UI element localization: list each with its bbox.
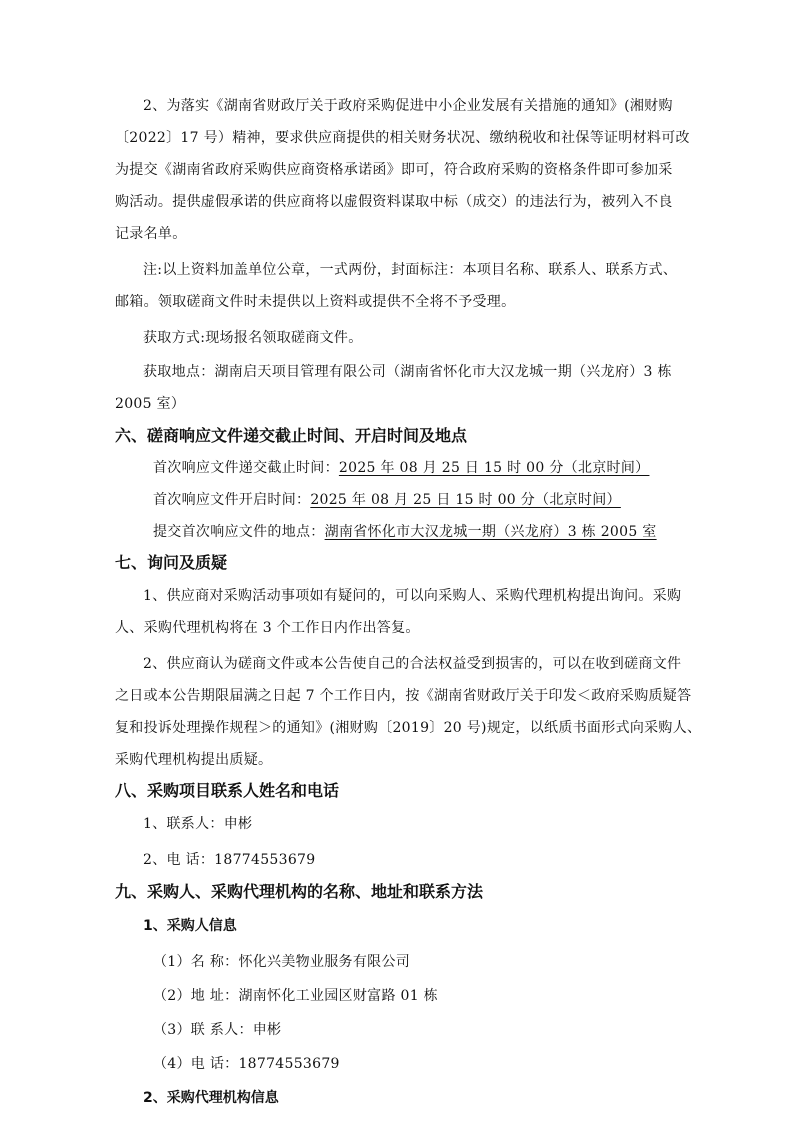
acquisition-location: 2005 室） bbox=[115, 396, 186, 412]
agency-info-heading: 2、采购代理机构信息 bbox=[143, 1090, 279, 1106]
section-heading-7: 七、询问及质疑 bbox=[115, 553, 228, 572]
inquiry-line: 1、供应商对采购活动事项如有疑问的，可以向采购人、采购代理机构提出询问。采购 bbox=[143, 588, 682, 604]
inquiry-line: 人、采购代理机构将在 3 个工作日内作出答复。 bbox=[115, 620, 420, 636]
challenge-line: 复和投诉处理操作规程＞的通知》(湘财购〔2019〕20 号)规定，以纸质书面形式向采购人、 bbox=[115, 720, 702, 736]
section-heading-8: 八、采购项目联系人姓名和电话 bbox=[115, 781, 340, 800]
opening-line bbox=[153, 490, 621, 510]
section-heading-9: 九、采购人、采购代理机构的名称、地址和联系方法 bbox=[115, 882, 484, 901]
challenge-line: 2、供应商认为磋商文件或本公告使自己的合法权益受到损害的，可以在收到磋商文件 bbox=[143, 656, 682, 672]
place-line bbox=[153, 522, 657, 542]
acquisition-location: 获取地点：湖南启天项目管理有限公司（湖南省怀化市大汉龙城一期（兴龙府）3 栋 bbox=[143, 364, 672, 380]
deadline-label: 首次响应文件递交截止时间： bbox=[153, 460, 339, 476]
acquisition-method: 获取方式:现场报名领取磋商文件。 bbox=[143, 330, 363, 346]
challenge-line: 之日或本公告期限届满之日起 7 个工作日内，按《湖南省财政厅关于印发＜政府采购质疑答 bbox=[115, 688, 692, 704]
place-value: 湖南省怀化市大汉龙城一期（兴龙府）3 栋 2005 室 bbox=[324, 524, 657, 540]
contact-phone: 2、电 话：18774553679 bbox=[143, 852, 316, 868]
section-heading-6: 六、磋商响应文件递交截止时间、开启时间及地点 bbox=[115, 426, 468, 445]
paragraph-line: 购活动。提供虚假承诺的供应商将以虚假资料谋取中标（成交）的违法行为，被列入不良 bbox=[115, 194, 673, 210]
opening-label: 首次响应文件开启时间： bbox=[153, 492, 311, 508]
place-label: 提交首次响应文件的地点： bbox=[153, 524, 325, 540]
note-line: 邮箱。领取磋商文件时未提供以上资料或提供不全将不予受理。 bbox=[115, 294, 516, 310]
paragraph-line: 记录名单。 bbox=[115, 226, 187, 242]
deadline-line bbox=[153, 458, 649, 478]
paragraph-line: 为提交《湖南省政府采购供应商资格承诺函》即可，符合政府采购的资格条件即可参加采 bbox=[115, 162, 673, 178]
contact-person: 1、联系人：申彬 bbox=[143, 816, 253, 832]
purchaser-address: （2）地 址：湖南怀化工业园区财富路 01 栋 bbox=[153, 988, 438, 1004]
purchaser-info-heading: 1、采购人信息 bbox=[143, 918, 237, 934]
paragraph-line: 〔2022〕17 号）精神，要求供应商提供的相关财务状况、缴纳税收和社保等证明材料可改 bbox=[115, 130, 690, 146]
challenge-line: 采购代理机构提出质疑。 bbox=[115, 752, 273, 768]
purchaser-contact: （3）联 系人：申彬 bbox=[153, 1022, 282, 1038]
note-line: 注:以上资料加盖单位公章，一式两份，封面标注：本项目名称、联系人、联系方式、 bbox=[143, 262, 678, 278]
purchaser-name: （1）名 称：怀化兴美物业服务有限公司 bbox=[153, 954, 411, 970]
deadline-value: 2025 年 08 月 25 日 15 时 00 分（北京时间） bbox=[338, 460, 650, 476]
purchaser-phone: （4）电 话：18774553679 bbox=[153, 1056, 340, 1072]
paragraph-line: 2、为落实《湖南省财政厅关于政府采购促进中小企业发展有关措施的通知》(湘财购 bbox=[143, 98, 673, 114]
opening-value: 2025 年 08 月 25 日 15 时 00 分（北京时间） bbox=[310, 492, 621, 508]
